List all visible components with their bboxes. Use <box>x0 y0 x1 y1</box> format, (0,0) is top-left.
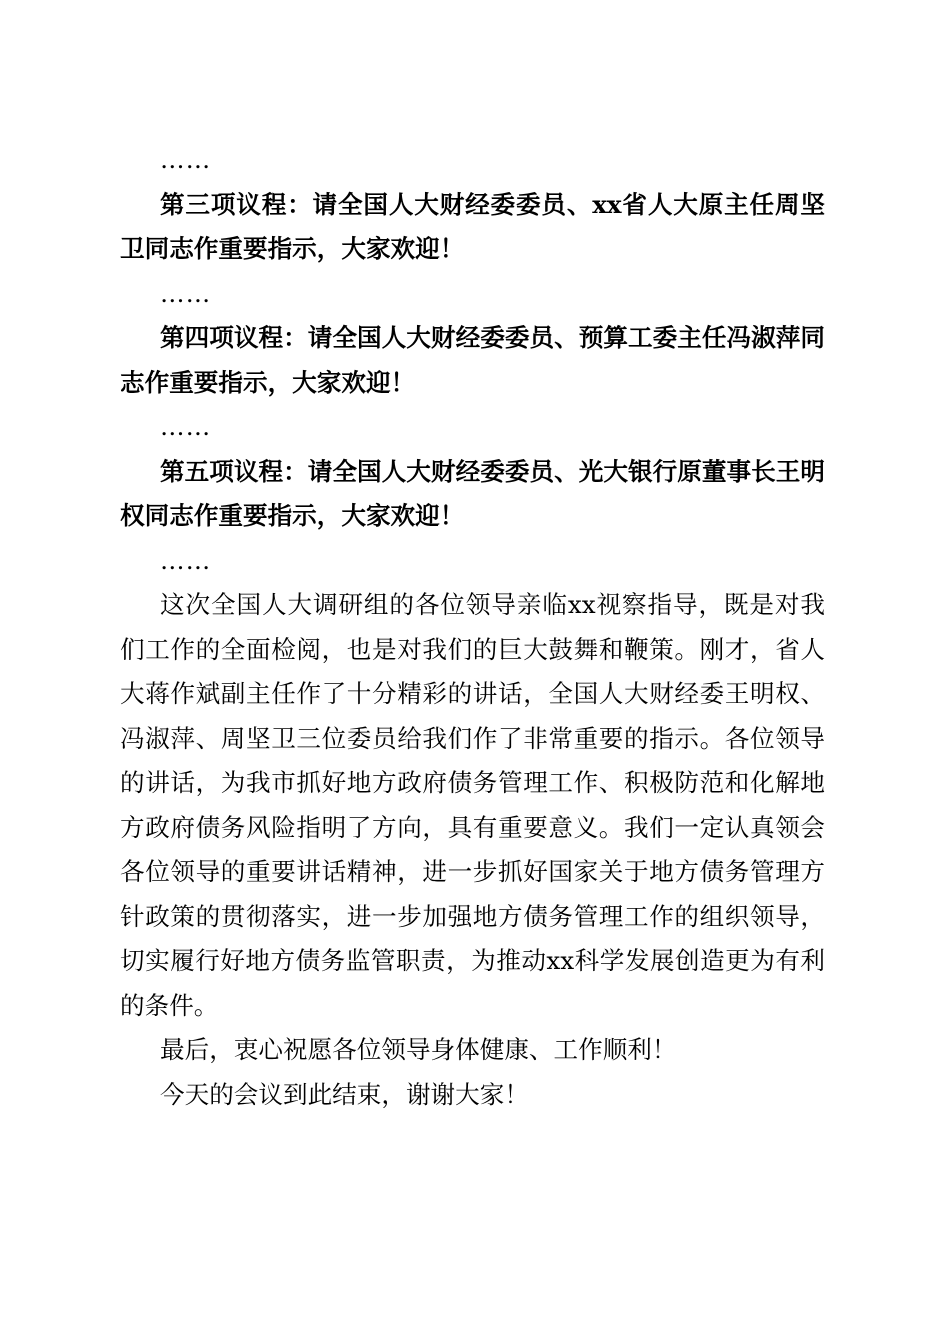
closing-wishes: 最后，衷心祝愿各位领导身体健康、工作顺利！ <box>160 1035 677 1064</box>
agenda-item-3: 第三项议程：请全国人大财经委委员、xx省人大原主任周坚卫同志作重要指示，大家欢迎！ <box>120 189 825 263</box>
document-body <box>120 138 825 1117</box>
ellipsis-2: …… <box>160 278 212 308</box>
ellipsis-1: …… <box>160 145 212 174</box>
ellipsis-4: …… <box>160 545 212 575</box>
agenda-item-4: 第四项议程：请全国人大财经委委员、预算工委主任冯淑萍同志作重要指示，大家欢迎！ <box>120 323 825 397</box>
closing-remark: 今天的会议到此结束，谢谢大家！ <box>160 1079 529 1109</box>
ellipsis-3: …… <box>160 412 212 441</box>
agenda-item-5: 第五项议程：请全国人大财经委委员、光大银行原董事长王明权同志作重要指示，大家欢迎！ <box>120 456 825 530</box>
summary-paragraph: 这次全国人大调研组的各位领导亲临xx视察指导，既是对我们工作的全面检阅，也是对我们的巨大鼓舞和鞭策。刚才，省人大蒋作斌副主任作了十分精彩的讲话，全国人大财经委王明权、冯淑萍、周坚卫三位委员给我们作了非常重要的指示。各位领导的讲话，为我市抓好地方政府债务管理工作、积极防范和化解地方政府债务风险指明了方向，具有重要意义。我们一定认真领会各位领导的重要讲话精神，进一步抓好国家关于地方债务管理方针政策的贯彻落实，进一步加强地方债务管理工作的组织领导，切实履行好地方债务监管职责，为推动xx科学发展创造更为有利的条件。 <box>120 590 825 1020</box>
